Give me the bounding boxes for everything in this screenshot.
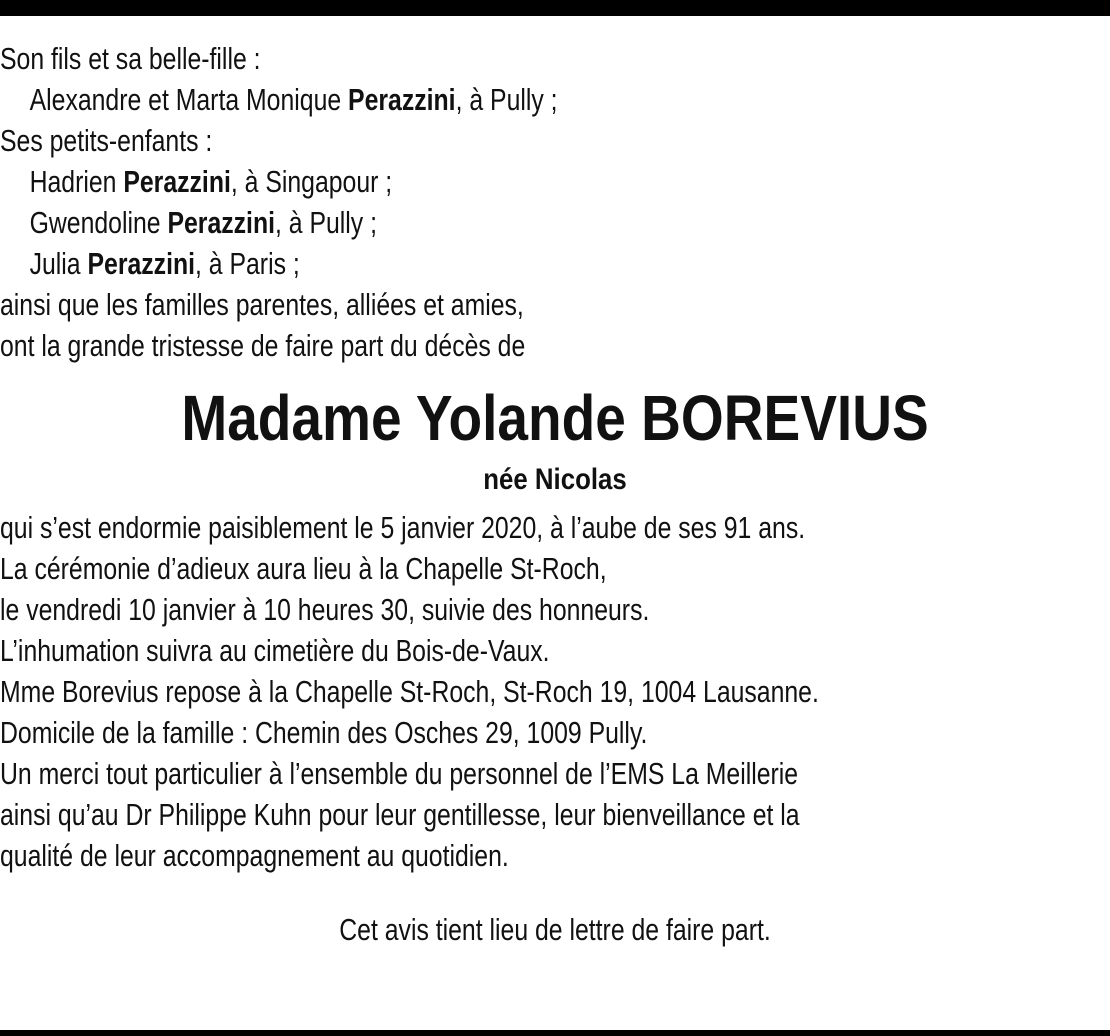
son-surname: Perazzini bbox=[348, 82, 456, 117]
grandchild-place: , à Singapour ; bbox=[230, 164, 393, 199]
grandchild-given-name: Gwendoline bbox=[29, 205, 168, 240]
body-line: le vendredi 10 janvier à 10 heures 30, suivie des honneurs. bbox=[0, 592, 650, 627]
notice-body bbox=[0, 507, 1110, 876]
grandchildren-header: Ses petits-enfants : bbox=[0, 123, 213, 158]
grandchild-surname: Perazzini bbox=[87, 246, 196, 281]
grandchild-entry bbox=[0, 161, 888, 202]
grandchild-entry bbox=[0, 202, 888, 243]
body-line: qualité de leur accompagnement au quotidien. bbox=[0, 838, 509, 873]
grandchild-entry bbox=[0, 243, 888, 284]
bottom-rule bbox=[0, 1030, 1110, 1036]
announcement-line: ont la grande tristesse de faire part du décès de bbox=[0, 328, 526, 363]
grandchild-place: , à Pully ; bbox=[274, 205, 377, 240]
body-line: qui s’est endormie paisiblement le 5 janvier 2020, à l’aube de ses 91 ans. bbox=[0, 510, 806, 545]
son-place: , à Pully ; bbox=[455, 82, 558, 117]
son-given-names: Alexandre et Marta Monique bbox=[29, 82, 349, 117]
son-entry bbox=[0, 79, 888, 120]
body-line: Domicile de la famille : Chemin des Osches 29, 1009 Pully. bbox=[0, 715, 648, 750]
body-line: L’inhumation suivra au cimetière du Bois-de-Vaux. bbox=[0, 633, 550, 668]
body-line: ainsi qu’au Dr Philippe Kuhn pour leur gentillesse, leur bienveillance et la bbox=[0, 797, 800, 832]
body-line: La cérémonie d’adieux aura lieu à la Chapelle St-Roch, bbox=[0, 551, 607, 586]
body-line: Mme Borevius repose à la Chapelle St-Roch, St-Roch 19, 1004 Lausanne. bbox=[0, 674, 819, 709]
body-line: Un merci tout particulier à l’ensemble du personnel de l’EMS La Meillerie bbox=[0, 756, 799, 791]
closing-line: Cet avis tient lieu de lettre de faire part. bbox=[339, 912, 771, 947]
maiden-name: née Nicolas bbox=[483, 463, 627, 496]
grandchild-surname: Perazzini bbox=[123, 164, 231, 199]
son-header: Son fils et sa belle-fille : bbox=[0, 41, 261, 76]
grandchild-given-name: Hadrien bbox=[29, 164, 124, 199]
grandchild-given-name: Julia bbox=[29, 246, 88, 281]
obituary-notice bbox=[0, 38, 1110, 950]
relatives-line: ainsi que les familles parentes, alliées et amies, bbox=[0, 287, 524, 322]
grandchild-place: , à Paris ; bbox=[195, 246, 300, 281]
top-rule bbox=[0, 0, 1110, 16]
deceased-name: Madame Yolande BOREVIUS bbox=[181, 382, 929, 454]
grandchild-surname: Perazzini bbox=[167, 205, 275, 240]
